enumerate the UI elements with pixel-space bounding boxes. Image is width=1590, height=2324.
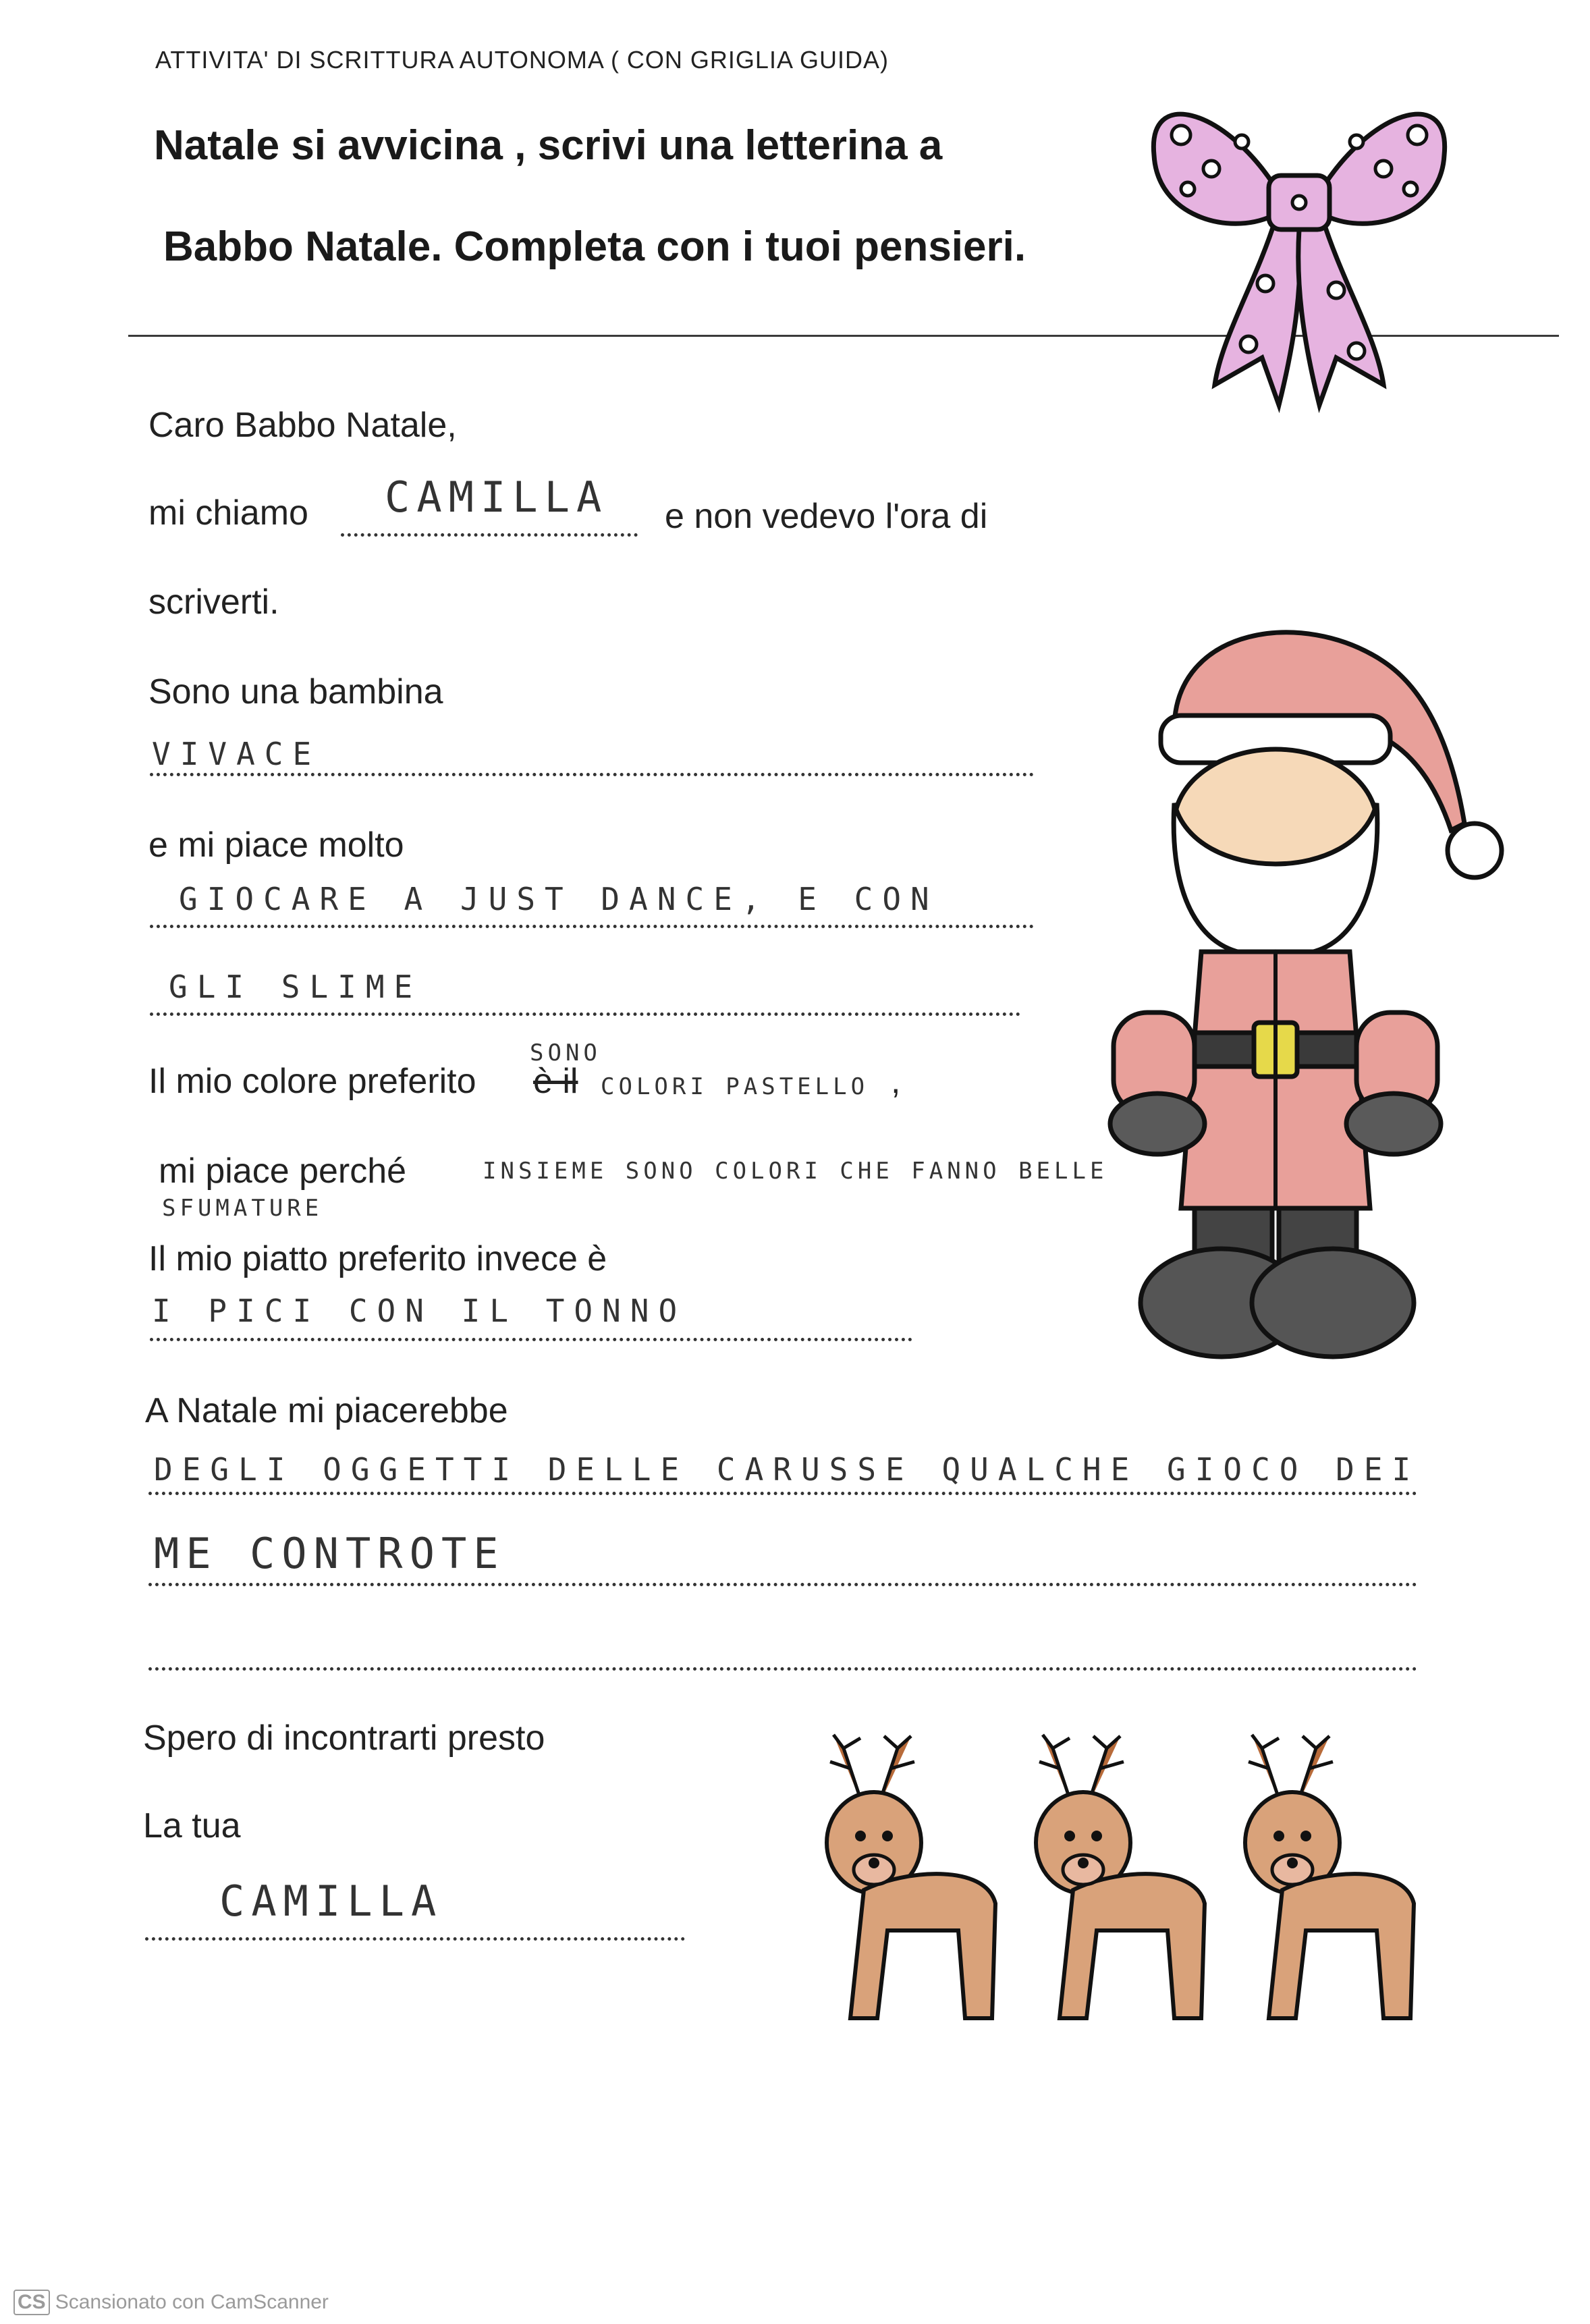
wish-dotted-line-1 (148, 1492, 1417, 1495)
like-prompt: e mi piace molto (148, 826, 404, 865)
name-dotted-line (341, 533, 638, 537)
color-struck-text: è il (533, 1062, 578, 1101)
dish-handwritten: I PICI CON IL TONNO (152, 1293, 687, 1329)
signature-handwritten: CAMILLA (219, 1876, 443, 1926)
wish-prompt: A Natale mi piacerebbe (145, 1391, 508, 1430)
girl-handwritten: VIVACE (152, 736, 321, 772)
page-title-line-2: Babbo Natale. Completa con i tuoi pensieri. (163, 223, 1026, 270)
dish-dotted-line (150, 1338, 912, 1341)
why-prompt: mi piace perché (159, 1152, 407, 1191)
color-comma: , (891, 1062, 901, 1101)
dish-prompt: Il mio piatto preferito invece è (148, 1239, 607, 1278)
like-dotted-line-2 (150, 1012, 1020, 1016)
footer-text: Scansionato con CamScanner (55, 2291, 329, 2313)
activity-heading: ATTIVITA' DI SCRITTURA AUTONOMA ( CON GRIGLIA GUIDA) (155, 46, 889, 74)
name-suffix-continued: scriverti. (148, 583, 279, 622)
page-title-line-1: Natale si avvicina , scrivi una letterina a (154, 122, 943, 169)
why-handwritten-1: INSIEME SONO COLORI CHE FANNO BELLE (483, 1158, 1108, 1185)
color-handwritten: COLORI PASTELLO (601, 1073, 869, 1100)
santa-icon (1100, 601, 1532, 1411)
color-inserted-text: SONO (530, 1039, 601, 1066)
wish-dotted-line-2 (148, 1583, 1417, 1586)
bow-icon (1141, 67, 1458, 432)
closing-line: Spero di incontrarti presto (143, 1719, 545, 1758)
wish-handwritten-2: ME CONTROTE (154, 1529, 505, 1578)
sign-prompt: La tua (143, 1806, 241, 1845)
greeting: Caro Babbo Natale, (148, 406, 457, 445)
reindeer-icon (810, 1728, 1485, 2065)
sign-dotted-line (145, 1937, 685, 1941)
name-prompt: mi chiamo (148, 493, 308, 533)
name-suffix: e non vedevo l'ora di (665, 497, 988, 536)
scanner-footer (13, 2290, 329, 2315)
like-dotted-line-1 (150, 925, 1034, 928)
like-handwritten-2: GLI SLIME (169, 969, 422, 1005)
name-handwritten: CAMILLA (385, 472, 609, 522)
like-handwritten-1: GIOCARE A JUST DANCE, E CON (179, 881, 939, 917)
wish-dotted-line-3 (148, 1667, 1417, 1671)
camscanner-badge-icon: CS (13, 2290, 50, 2315)
wish-handwritten-1: DEGLI OGGETTI DELLE CARUSSE QUALCHE GIOCO DEI (154, 1451, 1421, 1488)
why-handwritten-2: SFUMATURE (162, 1195, 323, 1222)
color-prompt: Il mio colore preferito (148, 1062, 476, 1101)
girl-dotted-line (150, 773, 1034, 776)
girl-prompt: Sono una bambina (148, 672, 443, 711)
